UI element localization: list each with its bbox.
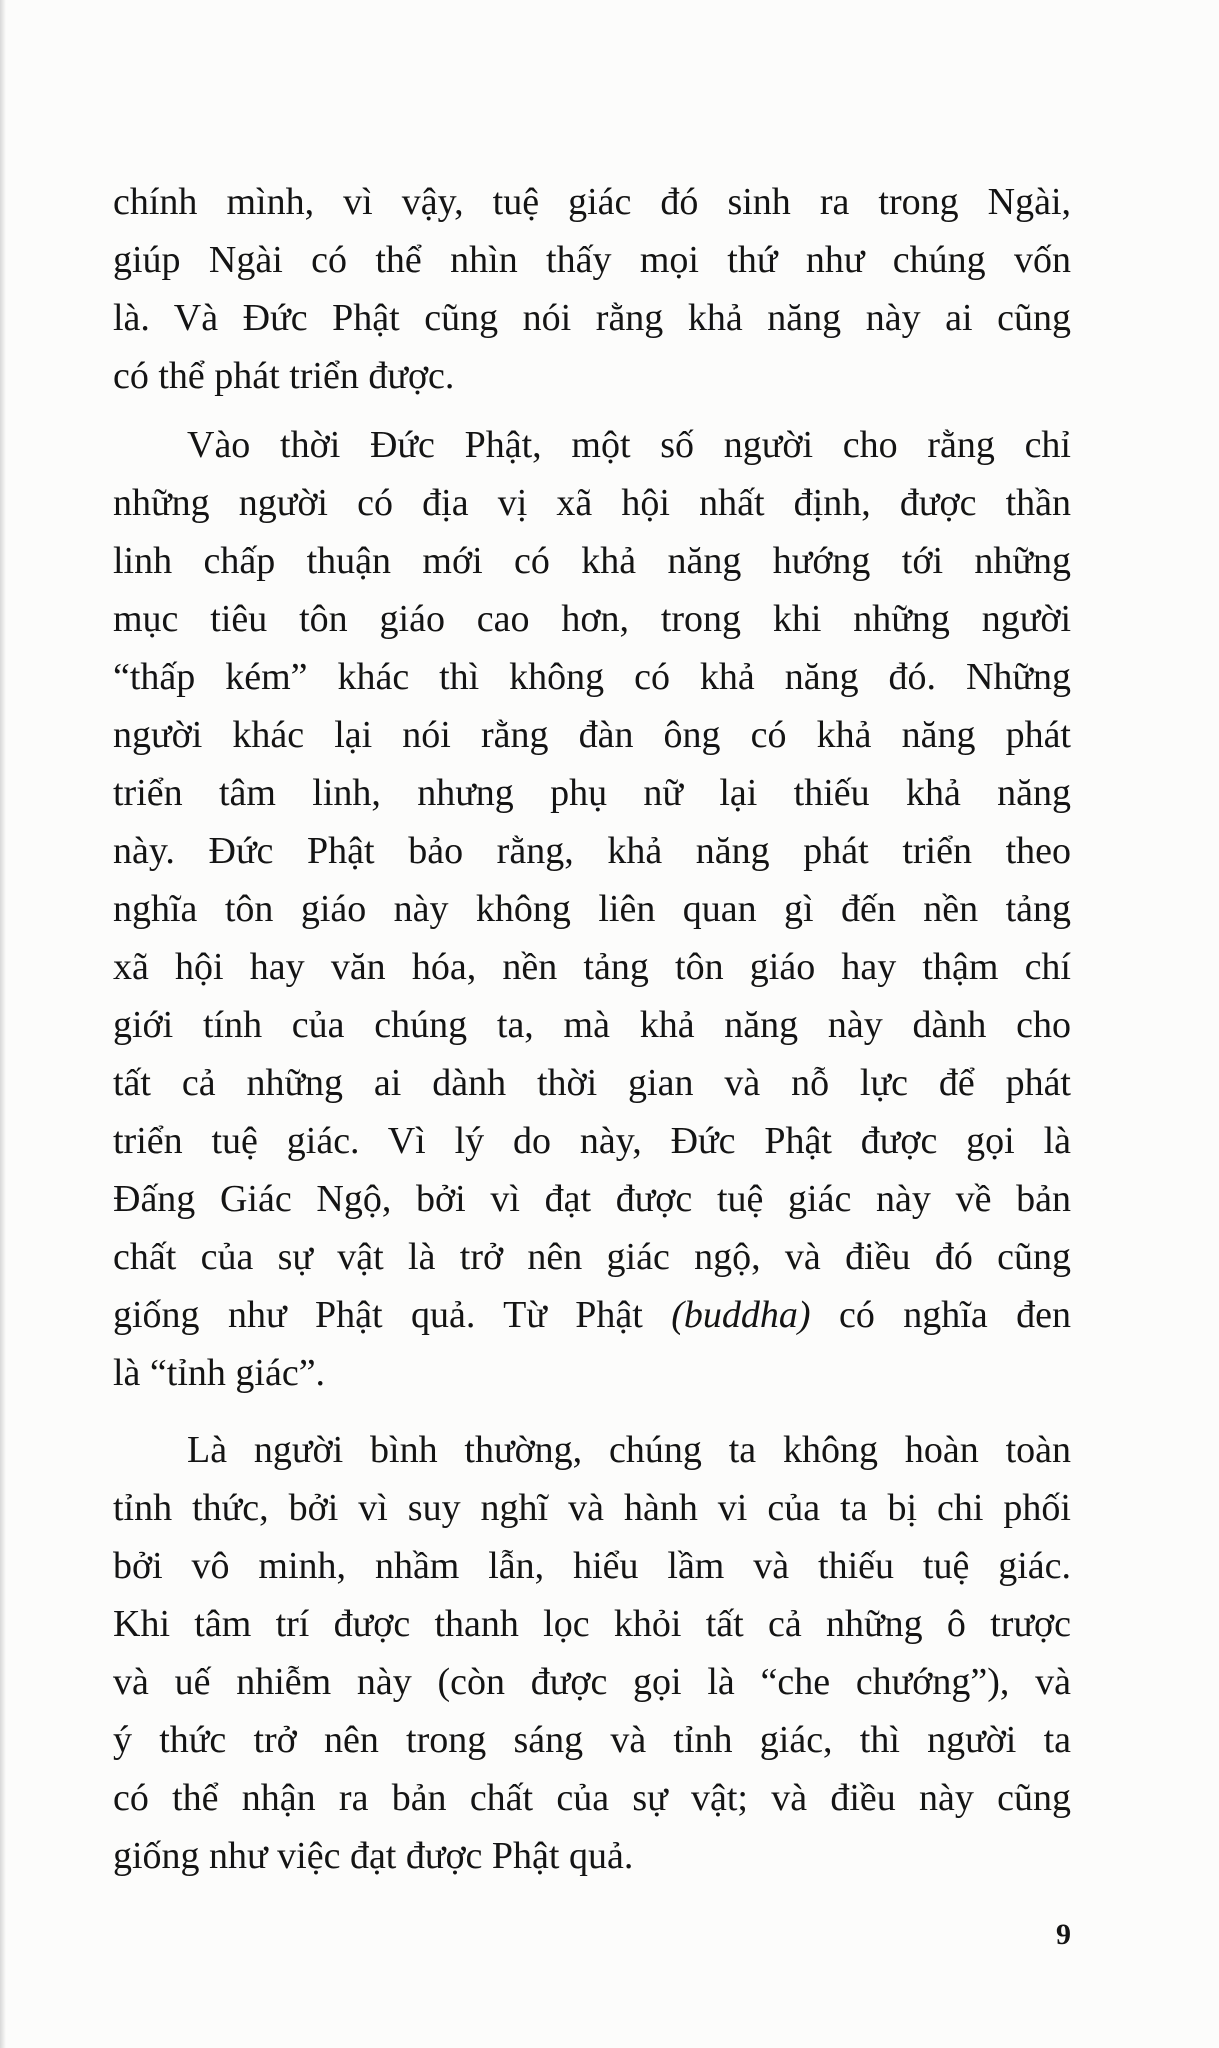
text-line: Đấng Giác Ngộ, bởi vì đạt được tuệ giác này về bản (113, 1178, 1071, 1220)
text-segment: có nghĩa đen (810, 1294, 1072, 1336)
text-line: Vào thời Đức Phật, một số người cho rằng chỉ (187, 424, 1071, 466)
text-line (113, 1286, 1071, 1344)
text-line: “thấp kém” khác thì không có khả năng đó. Những (113, 656, 1071, 698)
text-line: Là người bình thường, chúng ta không hoàn toàn (187, 1429, 1071, 1471)
text-line: triển tuệ giác. Vì lý do này, Đức Phật được gọi là (113, 1120, 1071, 1162)
page-number: 9 (1056, 1918, 1071, 1951)
text-line: có thể nhận ra bản chất của sự vật; và điều này cũng (113, 1777, 1071, 1819)
text-line: nghĩa tôn giáo này không liên quan gì đến nền tảng (113, 888, 1071, 930)
text-line: bởi vô minh, nhầm lẫn, hiểu lầm và thiếu tuệ giác. (113, 1545, 1071, 1587)
text-line: giới tính của chúng ta, mà khả năng này dành cho (113, 1004, 1071, 1046)
text-line: ý thức trở nên trong sáng và tỉnh giác, thì người ta (113, 1719, 1071, 1761)
text-line: có thể phát triển được. (113, 355, 455, 397)
paragraph-1 (113, 173, 1071, 405)
text-line: mục tiêu tôn giáo cao hơn, trong khi những người (113, 598, 1071, 640)
page-edge-shadow (0, 0, 6, 2048)
italic-term: (buddha) (671, 1294, 811, 1336)
text-line: những người có địa vị xã hội nhất định, được thần (113, 482, 1071, 524)
text-line: là. Và Đức Phật cũng nói rằng khả năng này ai cũng (113, 297, 1071, 339)
text-line: Khi tâm trí được thanh lọc khỏi tất cả những ô trược (113, 1603, 1071, 1645)
text-line: chất của sự vật là trở nên giác ngộ, và điều đó cũng (113, 1236, 1071, 1278)
text-line: là “tỉnh giác”. (113, 1352, 326, 1394)
text-line: giúp Ngài có thể nhìn thấy mọi thứ như chúng vốn (113, 239, 1071, 281)
text-line: giống như việc đạt được Phật quả. (113, 1835, 634, 1877)
text-line: chính mình, vì vậy, tuệ giác đó sinh ra trong Ngài, (113, 181, 1071, 223)
text-line: tất cả những ai dành thời gian và nỗ lực để phát (113, 1062, 1071, 1104)
text-line: này. Đức Phật bảo rằng, khả năng phát triển theo (113, 830, 1071, 872)
text-line: và uế nhiễm này (còn được gọi là “che chướng”), và (113, 1661, 1071, 1703)
text-line: triển tâm linh, nhưng phụ nữ lại thiếu khả năng (113, 772, 1071, 814)
text-segment: giống như Phật quả. Từ Phật (113, 1294, 672, 1336)
text-line: linh chấp thuận mới có khả năng hướng tới những (113, 540, 1071, 582)
text-line: người khác lại nói rằng đàn ông có khả năng phát (113, 714, 1071, 756)
paragraph-2 (113, 416, 1071, 1402)
text-line: xã hội hay văn hóa, nền tảng tôn giáo hay thậm chí (113, 946, 1071, 988)
paragraph-3 (113, 1421, 1071, 1885)
text-line: tỉnh thức, bởi vì suy nghĩ và hành vi của ta bị chi phối (113, 1487, 1071, 1529)
